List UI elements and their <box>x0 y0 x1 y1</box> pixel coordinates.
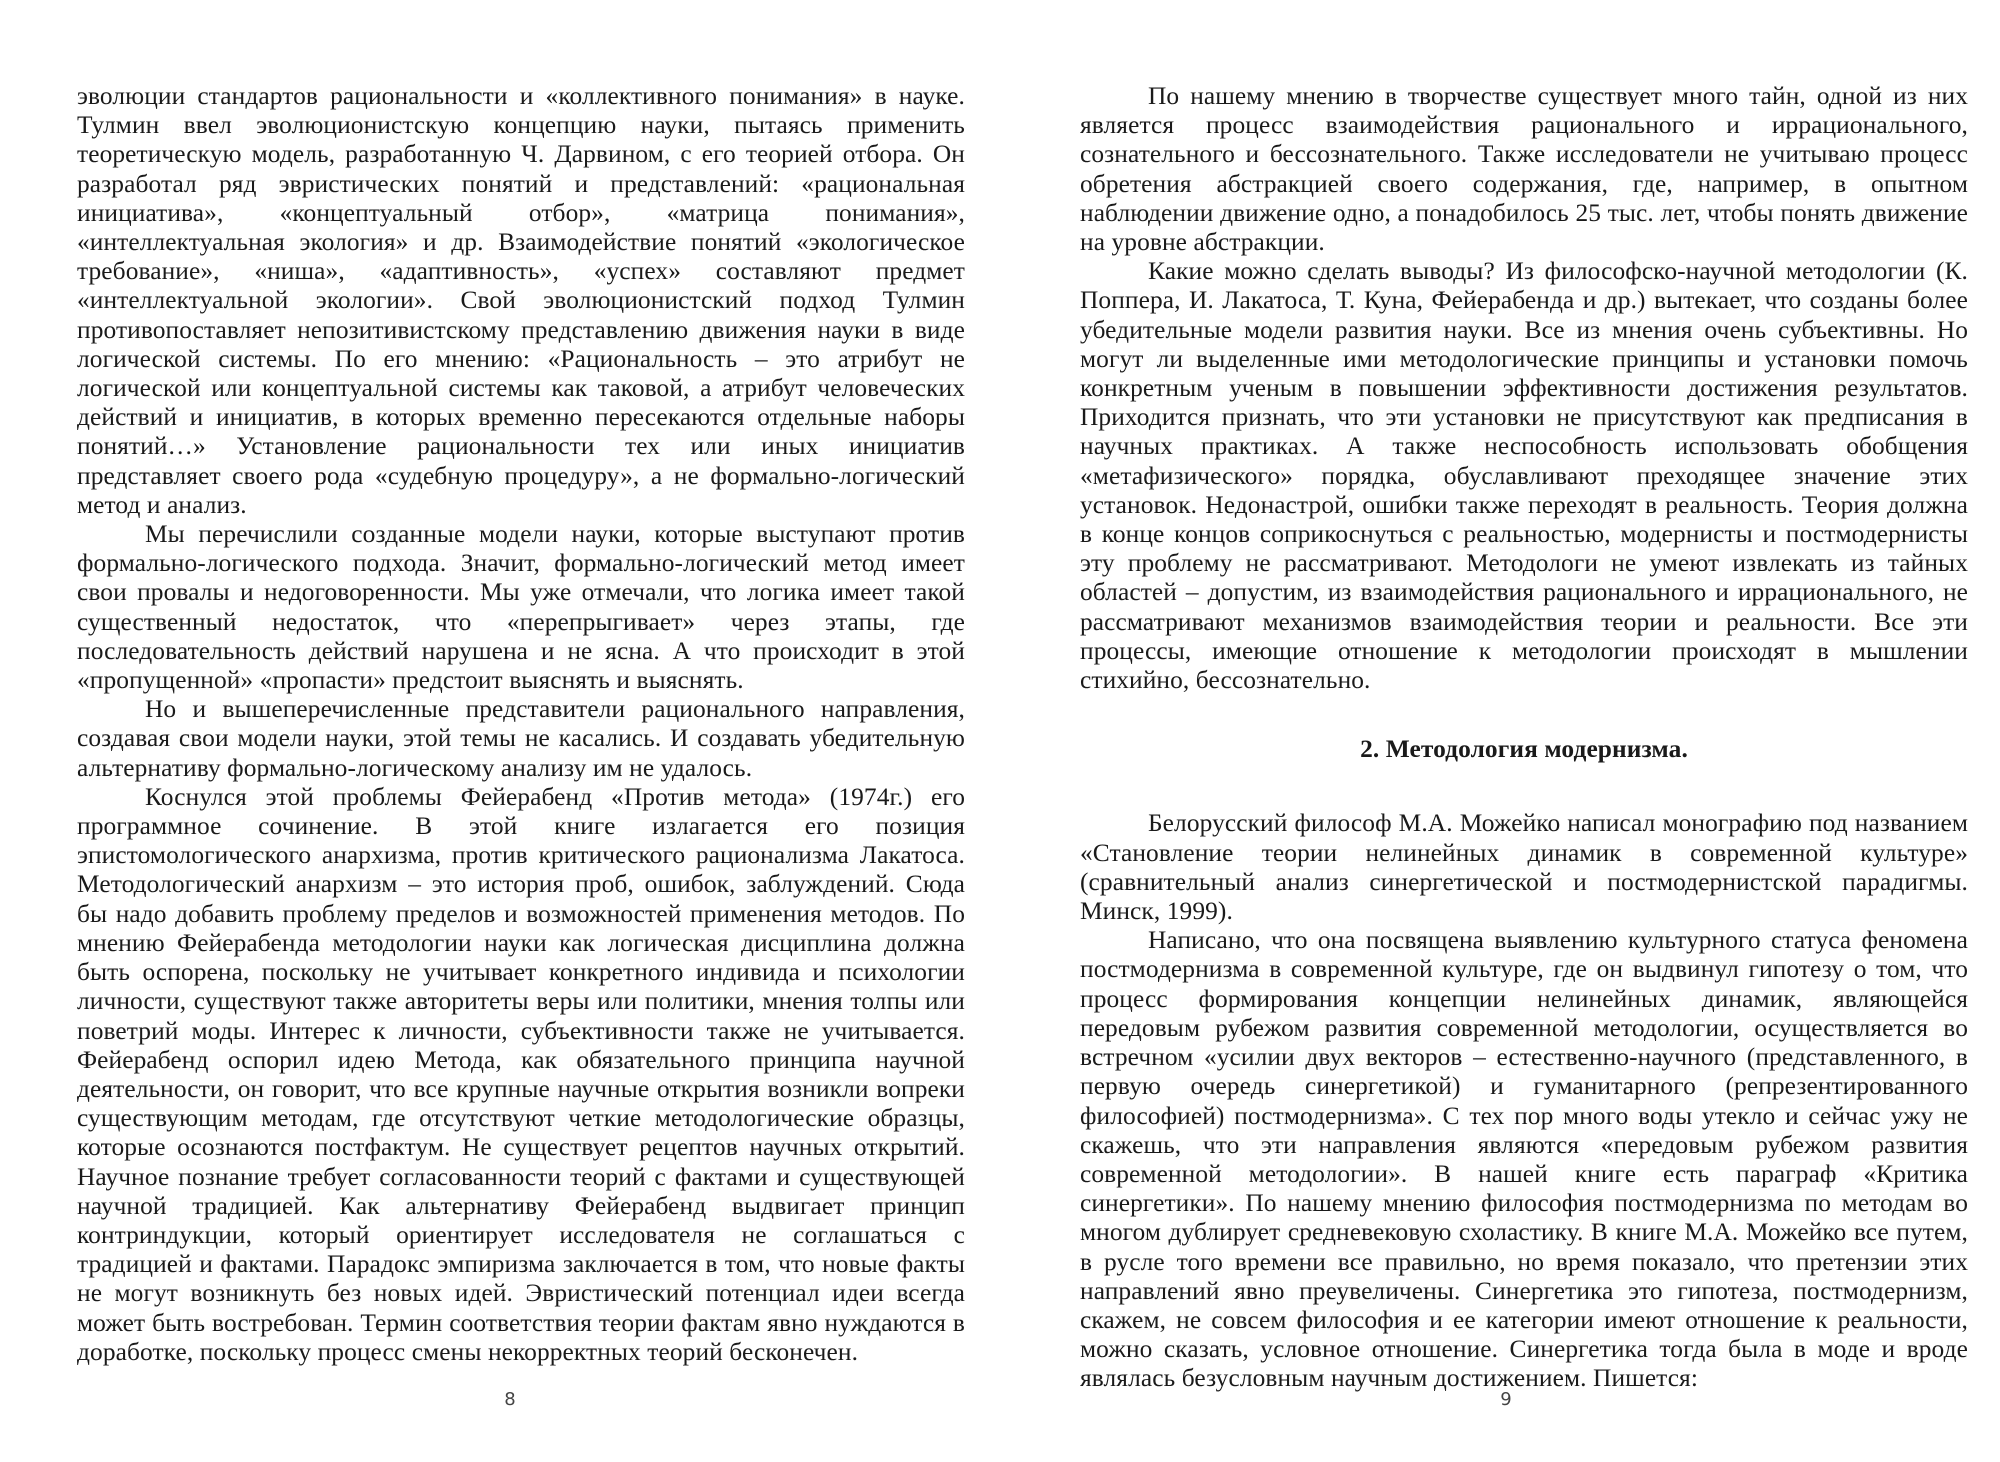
paragraph: Белорусский философ М.А. Можейко написал монографию под названием «Становление теории нелинейных динамик в современной культуре» (сравнительный анализ синергетической и постмодернистской парадигмы. Минск, 1999). <box>1080 809 1968 926</box>
paragraph: Какие можно сделать выводы? Из философско-научной методологии (К. Поппера, И. Лакатоса, Т. Куна, Фейерабенда и др.) вытекает, что созданы более убедительные модели развития науки. Все из мнения очень субъективны. Но могут ли выделенные ими методологические принципы и установки помочь конкретным ученым в повышении эффективности достижения результатов. Приходится признать, что эти установки не присутствуют как предписания в научных практиках. А также неспособность использовать обобщения «метафизического» порядка, обуславливают преходящее значение этих установок. Недонастрой, ошибки также переходят в реальность. Теория должна в конце концов соприкоснуться с реальностью, модернисты и постмодернисты эту проблему не рассматривают. Методологи не умеют извлекать из тайных областей – допустим, из взаимодействия рационального и иррационального, не рассматривают механизмов взаимодействия теории и реальности. Все эти процессы, имеющие отношение к методологии происходят в мышлении стихийно, бессознательно. <box>1080 257 1968 695</box>
paragraph: эволюции стандартов рациональности и «коллективного понимания» в науке. Тулмин ввел эволюционистскую концепцию науки, пытаясь применить теоретическую модель, разработанную Ч. Дарвином, с его теорией отбора. Он разработал ряд эвристических понятий и представлений: «рациональная инициатива», «концептуальный отбор», «матрица понимания», «интеллектуальная экология» и др. Взаимодействие понятий «экологическое требование», «ниша», «адаптивность», «успех» составляют предмет «интеллектуальной экологии». Свой эволюционистский подход Тулмин противопоставляет непозитивистскому представлению движения науки в виде логической системы. По его мнению: «Рациональность – это атрибут не логической или концептуальной системы как таковой, а атрибут человеческих действий и инициатив, в которых временно пересекаются отдельные наборы понятий…» Установление рациональности тех или иных инициатив представляет своего рода «судебную процедуру», а не формально-логический метод и анализ. <box>77 82 965 519</box>
left-page-text <box>77 82 965 1367</box>
right-page-text <box>1080 82 1968 1394</box>
paragraph: По нашему мнению в творчестве существует много тайн, одной из них является процесс взаимодействия рационального и иррационального, сознательного и бессознательного. Также исследователи не учитываю процесс обретения абстракцией своего содержания, где, например, в опытном наблюдении движение одно, а понадобилось 25 тыс. лет, чтобы понять движение на уровне абстракции. <box>1080 82 1968 257</box>
paragraph: Написано, что она посвящена выявлению культурного статуса феномена постмодернизма в современной культуре, где он выдвинул гипотезу о том, что процесс формирования концепции нелинейных динамик, являющейся передовым рубежом развития современной методологии, осуществляется во встречном «усилии двух векторов – естественно-научного (представленного, в первую очередь синергетикой) и гуманитарного (репрезентированного философией) постмодернизма». С тех пор много воды утекло и сейчас ужу не скажешь, что эти направления являются «передовым рубежом развития современной методологии». В нашей книге есть параграф «Критика синергетики». По нашему мнению философия постмодернизма по методам во многом дублирует средневековую схоластику. В книге М.А. Можейко все путем, в русле того времени все правильно, но время показало, что претензии этих направлений явно преувеличены. Синергетика это гипотеза, постмодернизм, скажем, не совсем философия и ее категории имеют отношение к реальности, можно сказать, условное отношение. Синергетика тогда была в моде и вроде являлась безусловным научным достижением. Пишется: <box>1080 926 1968 1393</box>
left-page <box>77 82 965 1422</box>
right-page <box>1080 82 1968 1422</box>
page-number-right: 9 <box>1500 1389 1512 1410</box>
page-number-left: 8 <box>504 1389 516 1410</box>
section-heading: 2. Методология модернизма. <box>1360 735 1688 764</box>
paragraph: Мы перечислили созданные модели науки, которые выступают против формально-логического подхода. Значит, формально-логический метод имеет свои провалы и недоговоренности. Мы уже отмечали, что логика имеет такой существенный недостаток, что «перепрыгивает» через этапы, где последовательность действий нарушена и не ясна. А что происходит в этой «пропущенной» «пропасти» предстоит выяснять и выяснять. <box>77 520 965 695</box>
paragraph: Но и вышеперечисленные представители рационального направления, создавая свои модели науки, этой темы не касались. И создавать убедительную альтернативу формально-логическому анализу им не удалось. <box>77 695 965 782</box>
paragraph: Коснулся этой проблемы Фейерабенд «Против метода» (1974г.) его программное сочинение. В этой книге излагается его позиция эпистомологического анархизма, против критического рационализма Лакатоса. Методологический анархизм – это история проб, ошибок, заблуждений. Сюда бы надо добавить проблему пределов и возможностей применения методов. По мнению Фейерабенда методологии науки как логическая дисциплина должна быть оспорена, поскольку не учитывает конкретного индивида и психологии личности, существуют также авторитеты веры или политики, мнения толпы или поветрий моды. Интерес к личности, субъективности также не учитывается. Фейерабенд оспорил идею Метода, как обязательного принципа научной деятельности, он говорит, что все крупные научные открытия возникли вопреки существующим методам, где отсутствуют четкие методологические образцы, которые осознаются постфактум. Не существует рецептов научных открытий. Научное познание требует согласованности теорий с фактами и существующей научной традицией. Как альтернативу Фейерабенд выдвигает принцип контриндукции, который ориентирует исследователя не соглашаться с традицией и фактами. Парадокс эмпиризма заключается в том, что новые факты не могут возникнуть без новых идей. Эвристический потенциал идеи всегда может быть востребован. Термин соответствия теории фактам явно нуждаются в доработке, поскольку процесс смены некорректных теорий бесконечен. <box>77 782 965 1366</box>
